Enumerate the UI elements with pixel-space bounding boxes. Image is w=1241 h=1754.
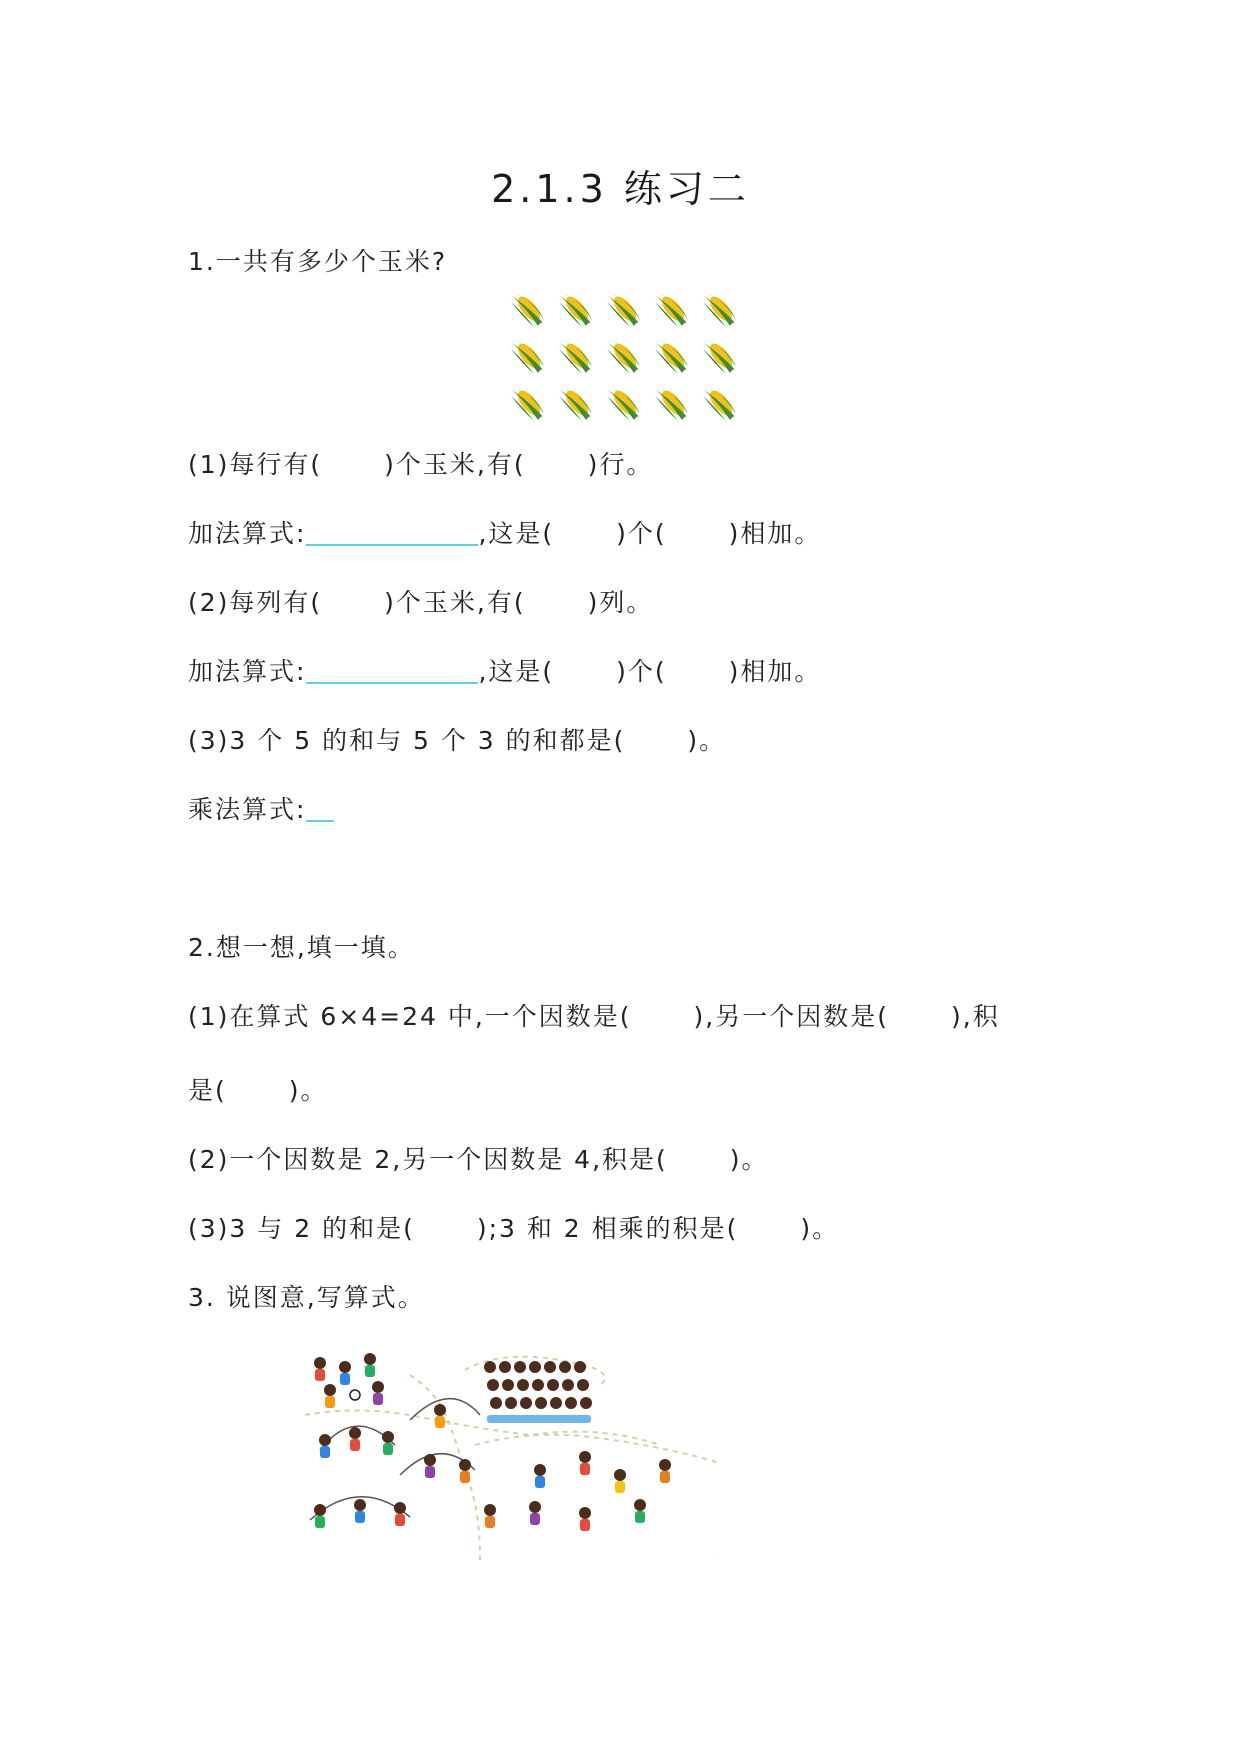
kid-figure <box>634 1499 646 1523</box>
page-title: 2.1.3 练习二 <box>491 167 750 211</box>
q2-prompt: 2.想一想,填一填。 <box>188 933 415 962</box>
kid-figure <box>529 1501 541 1525</box>
corn-icon <box>556 384 596 424</box>
q2-part2-text-a: (2)一个因数是 2,另一个因数是 4,积是( <box>188 1145 668 1174</box>
corn-icon <box>652 337 692 377</box>
q2-part3-text-c: )。 <box>800 1214 840 1243</box>
q1-part2-text-b: )个玉米,有( <box>384 588 526 617</box>
kid-figure <box>354 1499 366 1523</box>
q1-part1-text-a: (1)每行有( <box>188 450 323 479</box>
kid-figure <box>319 1434 331 1458</box>
kid-figure <box>339 1361 351 1385</box>
answer-underline[interactable] <box>306 656 478 684</box>
q1-part2-text-a: (2)每列有( <box>188 588 323 617</box>
ball-icon <box>350 1390 360 1400</box>
corn-icon <box>700 384 740 424</box>
q1-part1-text-b: )个玉米,有( <box>384 450 526 479</box>
answer-underline[interactable] <box>306 518 478 546</box>
q2-part1-continued <box>188 1071 328 1107</box>
addition-mid2: )个( <box>616 519 667 548</box>
corn-icon <box>604 384 644 424</box>
q1-multiplication-row <box>188 790 334 826</box>
kid-figure <box>424 1454 436 1478</box>
kid-figure <box>394 1502 406 1526</box>
kid-figure <box>349 1427 361 1451</box>
corn-icon <box>556 337 596 377</box>
kid-figure <box>364 1353 376 1377</box>
q2-part1-text-b: ),另一个因数是( <box>693 1002 889 1031</box>
kid-figure <box>579 1507 591 1531</box>
q2-part1-text-e: )。 <box>288 1076 328 1105</box>
corn-icon <box>700 290 740 330</box>
q1-part2-text-c: )列。 <box>587 588 654 617</box>
q1-part2 <box>188 583 653 619</box>
q2-part2 <box>188 1140 769 1176</box>
q1-part3-text-b: )。 <box>687 726 727 755</box>
kid-figure <box>614 1469 626 1493</box>
q2-part1-text-a: (1)在算式 6×4=24 中,一个因数是( <box>188 1002 632 1031</box>
kid-figure <box>434 1404 446 1428</box>
kid-figure <box>579 1451 591 1475</box>
kid-figure <box>534 1464 546 1488</box>
q1-prompt: 1.一共有多少个玉米? <box>188 247 448 276</box>
addition-end: )相加。 <box>728 657 822 686</box>
kid-figure <box>659 1459 671 1483</box>
q2-part1-text-d: 是( <box>188 1076 227 1105</box>
corn-grid <box>508 290 740 425</box>
q1-part1-text-c: )行。 <box>587 450 654 479</box>
q1-addition-row-2 <box>188 652 821 688</box>
q2-part1 <box>188 997 1000 1033</box>
multiplication-label: 乘法算式: <box>188 795 307 824</box>
corn-icon <box>508 337 548 377</box>
addition-mid2: )个( <box>616 657 667 686</box>
kid-figure <box>314 1357 326 1381</box>
corn-icon <box>652 384 692 424</box>
q1-part3-text-a: (3)3 个 5 的和与 5 个 3 的和都是( <box>188 726 626 755</box>
q2-part1-text-c: ),积 <box>951 1002 1000 1031</box>
corn-icon <box>604 290 644 330</box>
corn-icon <box>556 290 596 330</box>
q1-part3 <box>188 721 726 757</box>
kid-figure <box>324 1384 336 1408</box>
kid-figure <box>372 1381 384 1405</box>
playground-illustration <box>300 1345 720 1560</box>
q1-part1 <box>188 445 653 481</box>
corn-icon <box>604 337 644 377</box>
kid-figure <box>484 1504 496 1528</box>
q2-part3-text-b: );3 和 2 相乘的积是( <box>476 1214 739 1243</box>
corn-icon <box>508 290 548 330</box>
addition-mid: ,这是( <box>478 519 555 548</box>
corn-icon <box>508 384 548 424</box>
addition-end: )相加。 <box>728 519 822 548</box>
addition-label: 加法算式: <box>188 657 307 686</box>
q2-part3 <box>188 1209 839 1245</box>
q2-part3-text-a: (3)3 与 2 的和是( <box>188 1214 415 1243</box>
kid-figure <box>459 1459 471 1483</box>
answer-underline[interactable] <box>306 794 334 822</box>
q2-part2-text-b: )。 <box>729 1145 769 1174</box>
q1-addition-row-1 <box>188 514 821 550</box>
addition-mid: ,这是( <box>478 657 555 686</box>
corn-icon <box>700 337 740 377</box>
corn-icon <box>652 290 692 330</box>
q3-prompt: 3. 说图意,写算式。 <box>188 1283 425 1312</box>
addition-label: 加法算式: <box>188 519 307 548</box>
